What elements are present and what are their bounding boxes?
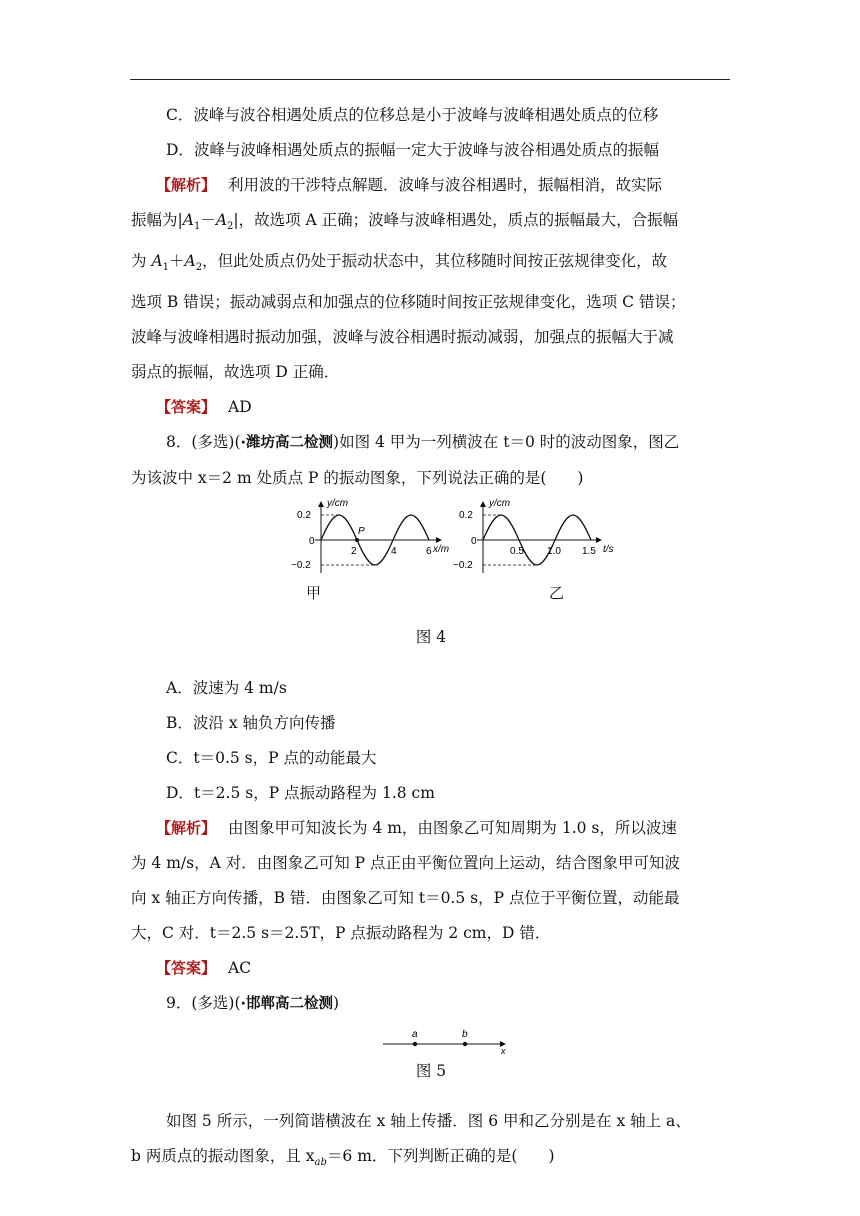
q8-answer: 【答案】 AC (156, 958, 252, 977)
svg-text:−0.2: −0.2 (291, 560, 311, 572)
option-7d: D．波峰与波峰相遇处质点的振幅一定大于波峰与波谷相遇处质点的振幅 (166, 141, 659, 159)
graph-b-xlabel: t/s (603, 544, 614, 556)
svg-text:0.5: 0.5 (510, 546, 524, 558)
graph-a-xlabel: x/m (433, 544, 450, 556)
q7-analysis-line1: 【解析】 利用波的干涉特点解题．波峰与波谷相遇时，振幅相消，故实际 (156, 176, 663, 194)
svg-text:6: 6 (426, 546, 432, 558)
option-8c: C．t＝0.5 s，P 点的动能最大 (166, 748, 377, 767)
svg-text:0.2: 0.2 (297, 510, 311, 522)
figure-4 (131, 496, 731, 624)
page-content (131, 98, 731, 1180)
figure-4-caption: 图 4 (415, 628, 447, 647)
q8-analysis-line3: 向 x 轴正方向传播，B 错．由图象乙可知 t＝0.5 s，P 点位于平衡位置，动能最 (131, 888, 680, 907)
point-a: a (412, 1028, 418, 1040)
q8-analysis-line2: 为 4 m/s，A 对．由图象乙可知 P 点正由平衡位置向上运动，结合图象甲可知波 (131, 853, 680, 872)
q7-answer: 【答案】 AD (156, 398, 252, 417)
svg-text:0.2: 0.2 (459, 510, 473, 522)
q8-stem-line1: 8．(多选)(·潍坊高二检测)如图 4 甲为一列横波在 t＝0 时的波动图象，图乙 (166, 433, 680, 452)
option-8b: B．波沿 x 轴负方向传播 (166, 713, 336, 732)
wave-graph-a (291, 498, 451, 578)
svg-text:0: 0 (309, 536, 315, 548)
header-rule (130, 79, 730, 80)
svg-text:4: 4 (391, 546, 397, 558)
svg-text:1.5: 1.5 (582, 546, 596, 558)
svg-text:1.0: 1.0 (547, 546, 561, 558)
vibration-graph-b (453, 498, 628, 578)
svg-text:−0.2: −0.2 (453, 560, 473, 572)
axis-x-label: x (501, 1045, 506, 1056)
q9-stem-line1: 如图 5 所示，一列简谐横波在 x 轴上传播．图 6 甲和乙分别是在 x 轴上 a、 (166, 1112, 691, 1131)
q8-stem-line2: 为该波中 x＝2 m 处质点 P 的振动图象，下列说法正确的是( ) (131, 469, 584, 488)
q7-analysis-line6: 弱点的振幅，故选项 D 正确． (131, 363, 340, 382)
q7-analysis-line4: 选项 B 错误；振动减弱点和加强点的位移随时间按正弦规律变化，选项 C 错误； (131, 293, 686, 312)
q7-analysis (131, 168, 731, 390)
graph-b-ylabel: y/cm (489, 498, 511, 510)
figure-5-axis (379, 1022, 519, 1056)
graph-a-label: 甲 (306, 584, 322, 603)
analysis-label: 【解析】 (156, 176, 217, 194)
q9-stem-header: 9．(多选)(·邯郸高二检测) (166, 993, 340, 1012)
option-7c: C．波峰与波谷相遇处质点的位移总是小于波峰与波峰相遇处质点的位移 (166, 106, 659, 124)
graph-b-label: 乙 (549, 584, 565, 603)
q8-analysis (131, 811, 731, 951)
figure-5 (131, 1022, 731, 1060)
point-p: P (358, 526, 365, 538)
point-b: b (462, 1028, 468, 1040)
q8-analysis-line4: 大，C 对．t＝2.5 s＝2.5T，P 点振动路程为 2 cm，D 错． (131, 923, 551, 942)
option-8a: A．波速为 4 m/s (166, 678, 287, 697)
q8-analysis-line1: 【解析】 由图象甲可知波长为 4 m，由图象乙可知周期为 1.0 s，所以波速 (156, 818, 677, 837)
option-8d: D．t＝2.5 s，P 点振动路程为 1.8 cm (166, 783, 435, 802)
q7-analysis-line3: 为 $A_1+A_2$，但此处质点仍处于振动状态中，其位移随时间按正弦规律变化，故 (131, 252, 668, 274)
figure-5-caption: 图 5 (415, 1061, 447, 1080)
svg-text:0: 0 (471, 536, 477, 548)
q9-stem-line2: b 两质点的振动图象，且 $x_{ab}=6$ m．下列判断正确的是( ) (131, 1147, 555, 1169)
q7-analysis-line2: 振幅为$|A_1-A_2|$，故选项 A 正确；波峰与波峰相遇处，质点的振幅最大，合振幅 (131, 211, 679, 233)
graph-a-ylabel: y/cm (327, 498, 349, 510)
q7-analysis-line5: 波峰与波峰相遇时振动加强，波峰与波谷相遇时振动减弱，加强点的振幅大于减 (131, 328, 674, 347)
svg-text:2: 2 (351, 546, 357, 558)
